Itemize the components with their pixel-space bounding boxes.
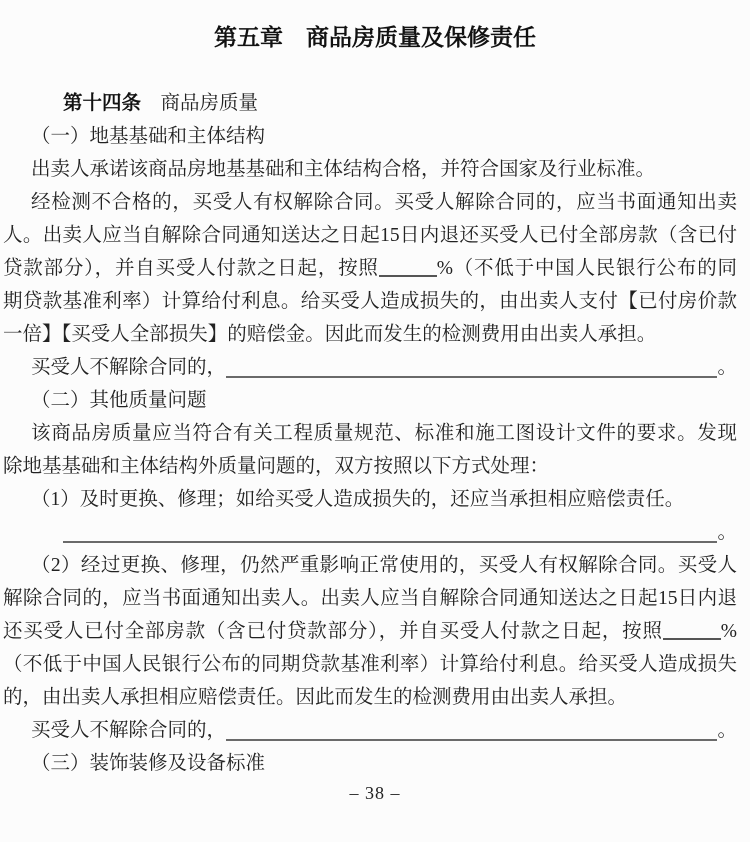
body-text-line bbox=[3, 252, 737, 285]
text-run: 除地基基础和主体结构外质量问题的，双方按照以下方式处理： bbox=[3, 456, 550, 477]
article-heading-line bbox=[3, 87, 737, 120]
contract-page bbox=[0, 22, 750, 842]
body-text-line bbox=[3, 549, 737, 582]
text-run: 。 bbox=[717, 357, 737, 378]
blank-fill-line bbox=[3, 516, 737, 549]
body-text-line bbox=[3, 285, 737, 318]
document-body bbox=[0, 87, 750, 780]
body-text-line bbox=[3, 186, 737, 219]
page-number: – 38 – bbox=[349, 783, 401, 803]
text-run: （1）及时更换、修理；如给买受人造成损失的，还应当承担相应赔偿责任。 bbox=[31, 489, 685, 510]
text-run: 经检测不合格的，买受人有权解除合同。买受人解除合同的，应当书面通知出卖 bbox=[31, 192, 737, 213]
text-run: 商品房质量 bbox=[141, 93, 259, 114]
body-text-line bbox=[3, 681, 737, 714]
body-text-line bbox=[3, 417, 737, 450]
text-run: %（不低于中国人民银行公布的同 bbox=[436, 258, 737, 279]
text-run: 人。出卖人应当自解除合同通知送达之日起15日内退还买受人已付全部房款（含已付 bbox=[3, 225, 737, 246]
body-text-line bbox=[3, 615, 737, 648]
text-run: 。 bbox=[717, 522, 737, 543]
text-run: 买受人不解除合同的， bbox=[31, 720, 227, 741]
text-run: 解除合同的，应当书面通知出卖人。出卖人应当自解除合同通知送达之日起15日内退 bbox=[3, 588, 737, 609]
blank-underline bbox=[663, 634, 721, 640]
text-run: （2）经过更换、修理，仍然严重影响正常使用的，买受人有权解除合同。买受人 bbox=[31, 555, 737, 576]
blank-underline bbox=[379, 271, 437, 277]
body-text-line bbox=[3, 219, 737, 252]
blank-underline bbox=[226, 714, 717, 741]
section-heading-line bbox=[3, 120, 737, 153]
blank-fill-line bbox=[3, 351, 737, 384]
text-run: 出卖人承诺该商品房地基基础和主体结构合格，并符合国家及行业标准。 bbox=[31, 159, 656, 180]
text-run: 的，由出卖人承担相应赔偿责任。因此而发生的检测费用由出卖人承担。 bbox=[3, 687, 628, 708]
blank-fill-line bbox=[3, 714, 737, 747]
body-text-line bbox=[3, 582, 737, 615]
text-run: % bbox=[720, 621, 737, 642]
body-text-line bbox=[3, 318, 737, 351]
body-text-line bbox=[3, 153, 737, 186]
section-heading-line bbox=[3, 747, 737, 780]
text-run: 一倍】【买受人全部损失】的赔偿金。因此而发生的检测费用由出卖人承担。 bbox=[3, 324, 657, 345]
text-run: （三）装饰装修及设备标准 bbox=[31, 753, 266, 774]
text-run: （不低于中国人民银行公布的同期贷款基准利率）计算给付利息。给买受人造成损失 bbox=[3, 654, 737, 675]
text-run: 贷款部分），并自买受人付款之日起，按照 bbox=[3, 258, 379, 279]
blank-underline bbox=[63, 516, 717, 543]
text-run: 期贷款基准利率）计算给付利息。给买受人造成损失的，由出卖人支付【已付房价款 bbox=[3, 291, 737, 312]
body-text-line bbox=[3, 648, 737, 681]
body-text-line bbox=[3, 450, 737, 483]
blank-underline bbox=[226, 351, 717, 378]
text-run: （一）地基基础和主体结构 bbox=[31, 126, 266, 147]
chapter-title: 第五章 商品房质量及保修责任 bbox=[214, 24, 536, 50]
text-run: 该商品房质量应当符合有关工程质量规范、标准和施工图设计文件的要求。发现 bbox=[31, 423, 737, 444]
text-run: 。 bbox=[717, 720, 737, 741]
text-run: 还买受人已付全部房款（含已付贷款部分），并自买受人付款之日起，按照 bbox=[3, 621, 663, 642]
body-text-line bbox=[3, 483, 737, 516]
text-run: 买受人不解除合同的， bbox=[31, 357, 227, 378]
section-heading-line bbox=[3, 384, 737, 417]
article-number-label: 第十四条 bbox=[63, 92, 142, 114]
text-run: （二）其他质量问题 bbox=[31, 390, 207, 411]
